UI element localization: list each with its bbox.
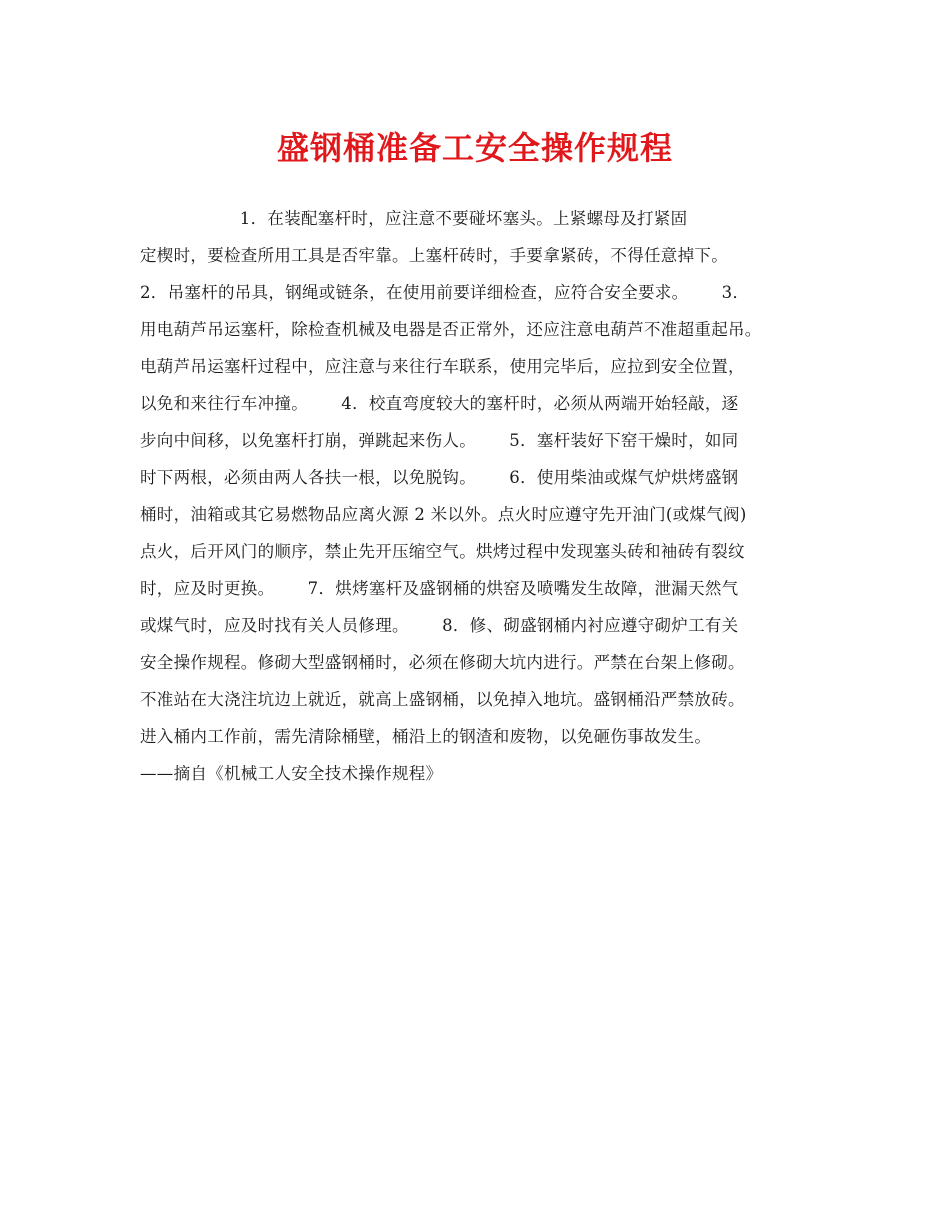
body-line: 以免和来往行车冲撞。 4．校直弯度较大的塞杆时，必须从两端开始轻敲，逐 bbox=[140, 394, 739, 413]
body-line: 用电葫芦吊运塞杆，除检查机械及电器是否正常外，还应注意电葫芦不准超重起吊。 bbox=[140, 320, 762, 339]
body-line: 步向中间移，以免塞杆打崩，弹跳起来伤人。 5．塞杆装好下窑干燥时，如同 bbox=[140, 431, 739, 450]
body-line: 2．吊塞杆的吊具，钢绳或链条，在使用前要详细检查，应符合安全要求。 3． bbox=[140, 283, 750, 302]
body-line: 时下两根，必须由两人各扶一根，以免脱钩。 6．使用柴油或煤气炉烘烤盛钢 bbox=[140, 468, 739, 487]
body-line: 桶时，油箱或其它易燃物品应离火源 2 米以外。点火时应遵守先开油门(或煤气阀) bbox=[140, 505, 747, 524]
body-line: 电葫芦吊运塞杆过程中，应注意与来往行车联系，使用完毕后，应拉到安全位置， bbox=[140, 357, 745, 376]
body-line: 安全操作规程。修砌大型盛钢桶时，必须在修砌大坑内进行。严禁在台架上修砌。 bbox=[140, 653, 745, 672]
body-line: 点火，后开风门的顺序，禁止先开压缩空气。烘烤过程中发现塞头砖和袖砖有裂纹 bbox=[140, 542, 745, 561]
source-citation: ——摘自《机械工人安全技术操作规程》 bbox=[140, 764, 443, 783]
body-line: 进入桶内工作前，需先清除桶壁，桶沿上的钢渣和废物，以免砸伤事故发生。 bbox=[140, 727, 712, 746]
body-line: 1．在装配塞杆时，应注意不要碰坏塞头。上紧螺母及打紧固 bbox=[140, 209, 688, 228]
body-line: 时，应及时更换。 7．烘烤塞杆及盛钢桶的烘窑及喷嘴发生故障，泄漏天然气 bbox=[140, 579, 739, 598]
body-line: 定楔时，要检查所用工具是否牢靠。上塞杆砖时，手要拿紧砖，不得任意掉下。 bbox=[140, 246, 728, 265]
body-line: 或煤气时，应及时找有关人员修理。 8．修、砌盛钢桶内衬应遵守砌炉工有关 bbox=[140, 616, 739, 635]
document-title: 盛钢桶准备工安全操作规程 bbox=[276, 129, 673, 167]
body-line: 不准站在大浇注坑边上就近，就高上盛钢桶，以免掉入地坑。盛钢桶沿严禁放砖。 bbox=[140, 690, 745, 709]
document-body bbox=[140, 200, 840, 792]
